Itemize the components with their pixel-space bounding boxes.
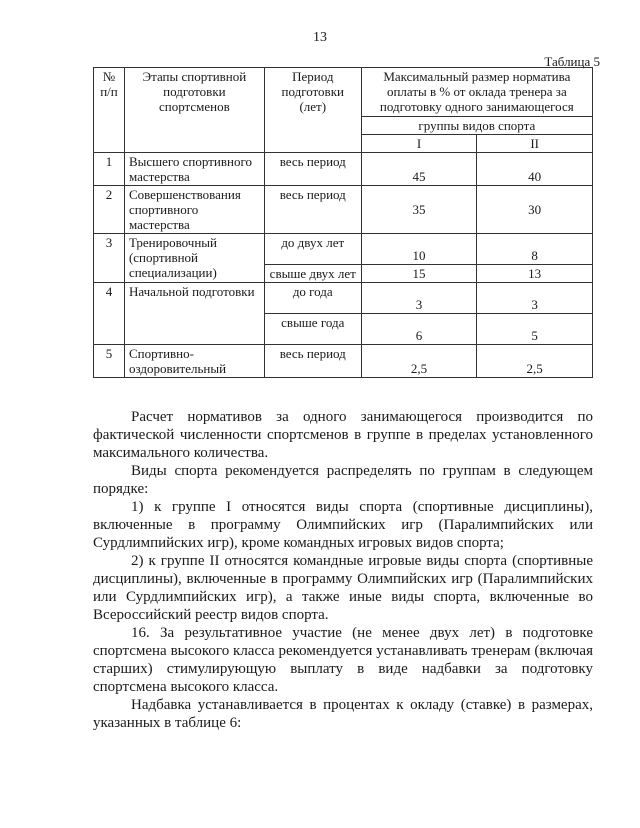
page-number: 13 <box>313 30 327 45</box>
table-row <box>94 234 593 265</box>
row-value-group-1: 15 <box>361 265 477 283</box>
row-period: до года <box>264 283 361 314</box>
row-period: весь период <box>264 153 361 186</box>
header-max-size: Максимальный размер норматива оплаты в % от оклада тренера за подготовку одного занимающегося <box>361 68 592 117</box>
paragraph: 16. За результативное участие (не менее двух лет) в подготовке спортсмена высокого класса рекомендуется устанавливать тренерам (включая старших) стимулирующую выплату в виде надбавки за подготовку спортсмена высокого класса. <box>93 625 593 695</box>
table-header-row <box>94 68 593 117</box>
row-stage: Совершенствования спортивного мастерства <box>124 186 264 234</box>
row-period: свыше двух лет <box>264 265 361 283</box>
row-period: весь период <box>264 345 361 378</box>
paragraph: Надбавка устанавливается в процентах к окладу (ставке) в размерах, указанных в таблице 6: <box>93 697 593 731</box>
header-group-1: I <box>361 135 477 153</box>
paragraph: Виды спорта рекомендуется распределять по группам в следующем порядке: <box>93 463 593 497</box>
row-value-group-2: 8 <box>477 234 593 265</box>
norms-table <box>93 67 593 378</box>
header-period: Период подготовки (лет) <box>264 68 361 153</box>
row-value-group-1: 3 <box>361 283 477 314</box>
row-stage: Спортивно-оздоровительный <box>124 345 264 378</box>
row-num: 2 <box>94 186 125 234</box>
table-row <box>94 345 593 378</box>
row-value-group-1: 6 <box>361 314 477 345</box>
row-value-group-2: 5 <box>477 314 593 345</box>
row-stage: Тренировочный (спортивной специализации) <box>124 234 264 283</box>
table-row <box>94 186 593 234</box>
table-row <box>94 153 593 186</box>
header-stages: Этапы спортивной подготовки спортсменов <box>124 68 264 153</box>
row-value-group-1: 2,5 <box>361 345 477 378</box>
row-value-group-2: 2,5 <box>477 345 593 378</box>
row-stage: Начальной подготовки <box>124 283 264 345</box>
table-row <box>94 283 593 314</box>
row-stage: Высшего спортивного мастерства <box>124 153 264 186</box>
body-text <box>93 408 593 732</box>
row-period: весь период <box>264 186 361 234</box>
paragraph: Расчет нормативов за одного занимающегося производится по фактической численности спортсменов в группе в пределах установленного максимального количества. <box>93 409 593 461</box>
header-group-2: II <box>477 135 593 153</box>
row-value-group-1: 45 <box>361 153 477 186</box>
row-value-group-2: 13 <box>477 265 593 283</box>
row-value-group-1: 10 <box>361 234 477 265</box>
row-value-group-1: 35 <box>361 186 477 234</box>
row-num: 4 <box>94 283 125 345</box>
row-period: свыше года <box>264 314 361 345</box>
row-period: до двух лет <box>264 234 361 265</box>
header-sport-groups: группы видов спорта <box>361 117 592 135</box>
row-value-group-2: 40 <box>477 153 593 186</box>
paragraph: 2) к группе II относятся командные игровые виды спорта (спортивные дисциплины), включенные в программу Олимпийских игр (Паралимпийских или Сурдлимпийских игр), а также иные виды спорта, включенные во Всероссийский реестр видов спорта. <box>93 553 593 623</box>
header-num: № п/п <box>94 68 125 153</box>
row-num: 5 <box>94 345 125 378</box>
row-value-group-2: 30 <box>477 186 593 234</box>
row-value-group-2: 3 <box>477 283 593 314</box>
row-num: 3 <box>94 234 125 283</box>
row-num: 1 <box>94 153 125 186</box>
table-caption: Таблица 5 <box>544 54 600 69</box>
paragraph: 1) к группе I относятся виды спорта (спортивные дисциплины), включенные в программу Олимпийских игр (Паралимпийских или Сурдлимпийских игр), кроме командных игровых видов спорта; <box>93 499 593 551</box>
